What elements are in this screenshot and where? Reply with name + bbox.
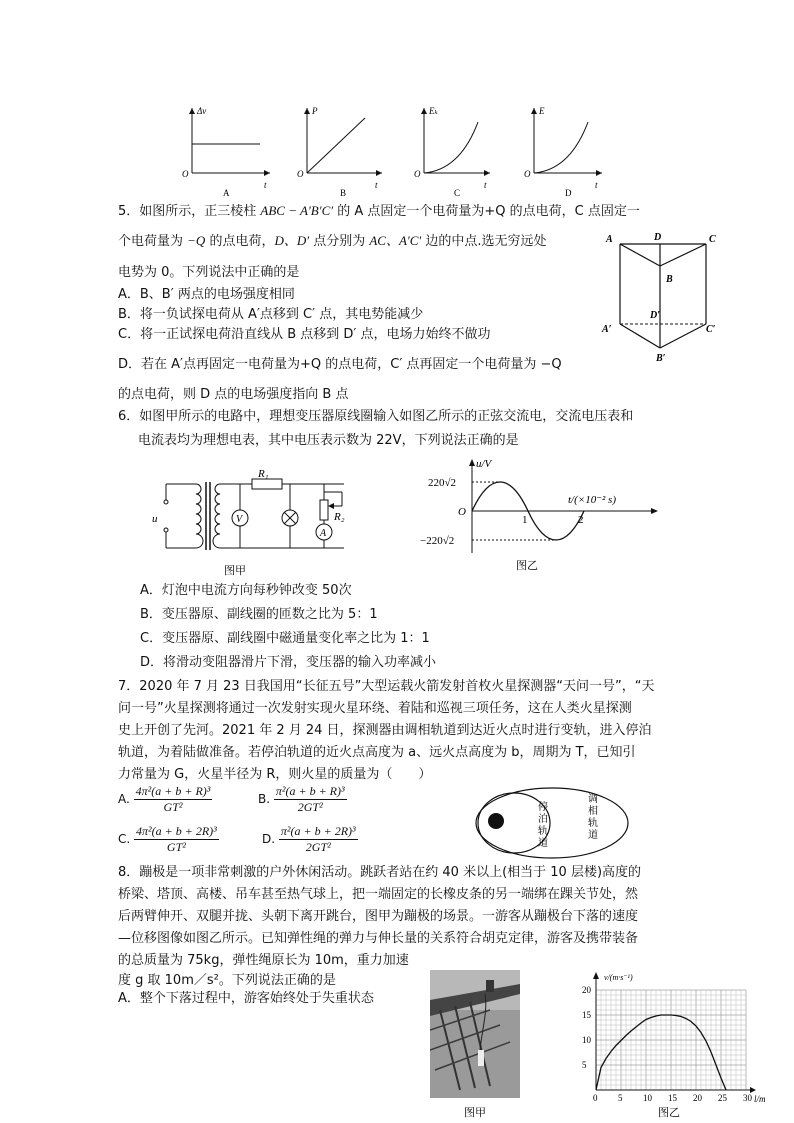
circuit-diagram bbox=[148, 470, 368, 580]
wave-ylabel: u/V bbox=[476, 458, 492, 470]
wave-x2: 2 bbox=[578, 514, 584, 526]
wave-caption: 图乙 bbox=[516, 560, 538, 572]
q7-option-c-fraction bbox=[134, 824, 219, 855]
q7-option-b-fraction bbox=[274, 784, 347, 815]
q7-option-b-num: π²(a + b + R)³ bbox=[275, 784, 345, 798]
graph-b bbox=[297, 106, 382, 198]
q5-line1-a: 5．如图所示，正三棱柱 bbox=[118, 204, 261, 219]
circuit-voltmeter-label: V bbox=[236, 514, 243, 525]
q7-option-c bbox=[118, 824, 219, 855]
prism-label-b: B bbox=[666, 274, 673, 285]
circuit-caption: 图甲 bbox=[224, 565, 246, 577]
q7-option-d-label: D. bbox=[262, 832, 276, 846]
chart-x-tick-label: 10 bbox=[643, 1093, 652, 1103]
graph-a-origin: O bbox=[182, 169, 189, 179]
circuit-r2-label: R₂ bbox=[334, 511, 345, 523]
circuit-ammeter-label: A bbox=[320, 528, 327, 539]
q8-line3: 后两臂伸开、双腿并拢、头朝下离开跳台，图甲为蹦极的场景。一游客从蹦极台下落的速度 bbox=[118, 909, 639, 924]
q5-line2-d: 边的中点.选无穷远处 bbox=[421, 234, 547, 249]
q7-option-c-num: 4π²(a + b + 2R)³ bbox=[136, 824, 217, 838]
q7-option-d-den: 2GT² bbox=[305, 840, 331, 854]
graph-a-xlabel: t bbox=[264, 180, 267, 190]
orbit-outer-char-3: 轨 bbox=[588, 818, 598, 829]
orbit-outer-char-1: 调 bbox=[588, 794, 598, 805]
q5-option-d: D．若在 A′点再固定一电荷量为+Q 的点电荷，C′ 点再固定一个电荷量为 −Q bbox=[118, 357, 562, 372]
chart-y-tick-label: 15 bbox=[582, 1010, 591, 1020]
chart-xlabel: l/m bbox=[754, 1094, 766, 1104]
velocity-displacement-chart bbox=[580, 970, 770, 1123]
wave-xlabel: t/(×10⁻² s) bbox=[568, 494, 616, 506]
prism-label-c2: C′ bbox=[706, 324, 716, 335]
q6-line1: 6．如图甲所示的电路中，理想变压器原线圈输入如图乙所示的正弦交流电，交流电压表和 bbox=[118, 409, 634, 424]
chart-x-tick-label: 15 bbox=[668, 1093, 677, 1103]
photo-caption: 图甲 bbox=[464, 1107, 486, 1119]
q5-line1-b: 的 A 点固定一个电荷量为+Q 的点电荷，C 点固定一 bbox=[333, 204, 640, 219]
orbit-inner-char-1: 停 bbox=[538, 802, 548, 813]
graph-b-xlabel: t bbox=[375, 180, 378, 190]
prism-label-d2: D′ bbox=[650, 310, 661, 321]
q6-option-b: B．变压器原、副线圈的匝数之比为 5：1 bbox=[140, 607, 378, 622]
q8-line6: 度 g 取 10m／s²。下列说法正确的是 bbox=[118, 973, 336, 988]
chart-ylabel: v/(m·s⁻¹) bbox=[604, 973, 633, 982]
graph-c-ylabel: Eₖ bbox=[429, 106, 438, 116]
q8-option-a: A．整个下落过程中，游客始终处于失重状态 bbox=[118, 991, 374, 1006]
q7-line2: 问一号”火星探测将通过一次发射实现火星环绕、着陆和巡视三项任务，这在人类火星探测 bbox=[118, 701, 632, 716]
graph-d-caption: D bbox=[565, 188, 572, 198]
q7-option-d bbox=[262, 824, 358, 855]
graph-c-xlabel: t bbox=[484, 180, 487, 190]
q6-line2: 电流表均为理想电表，其中电压表示数为 22V，下列说法正确的是 bbox=[138, 433, 519, 448]
orbit-inner-char-4: 道 bbox=[538, 838, 548, 849]
graph-a-caption: A bbox=[223, 188, 230, 198]
chart-x-tick-label: 30 bbox=[743, 1093, 752, 1103]
q7-option-c-label: C. bbox=[118, 832, 131, 846]
q5-line2 bbox=[118, 232, 547, 251]
q7-line5: 力常量为 G，火星半径为 R，则火星的质量为（ ） bbox=[118, 767, 432, 782]
q7-option-a-fraction bbox=[134, 784, 213, 815]
wave-x1: 1 bbox=[522, 514, 528, 526]
q5-line2-b: 的点电荷， bbox=[205, 234, 275, 249]
graph-a bbox=[182, 106, 270, 198]
q7-option-a-label: A. bbox=[118, 792, 130, 806]
orbit-outer-label bbox=[588, 793, 598, 841]
q5-line2-c: 点分别为 bbox=[309, 234, 370, 249]
graph-b-ylabel: P bbox=[312, 106, 318, 116]
prism-label-d: D bbox=[654, 232, 662, 243]
q5-option-d-cont: 的点电荷，则 D 点的电场强度指向 B 点 bbox=[118, 387, 349, 402]
prism-label-b2: B′ bbox=[656, 353, 666, 364]
q8-line2: 桥梁、塔顶、高楼、吊车甚至热气球上，把一端固定的长橡皮条的另一端绑在踝关节处，然 bbox=[118, 887, 639, 902]
wave-origin: O bbox=[458, 506, 466, 518]
orbit-inner-char-2: 泊 bbox=[538, 814, 548, 825]
answer-graphs bbox=[170, 100, 610, 200]
wave-ymin: −220√2 bbox=[420, 535, 455, 547]
q7-option-a-den: GT² bbox=[163, 800, 183, 814]
chart-grid bbox=[596, 990, 746, 1090]
q7-line4: 轨道，为着陆做准备。若停泊轨道的近火点高度为 a、远火点高度为 b，周期为 T，已知引 bbox=[118, 745, 636, 760]
chart-y-tick-label: 10 bbox=[582, 1035, 591, 1045]
graph-c-caption: C bbox=[454, 188, 461, 198]
q5-option-c: C．将一正试探电荷沿直线从 B 点移到 D′ 点，电场力始终不做功 bbox=[118, 327, 491, 342]
graph-a-ylabel: Δv bbox=[197, 106, 207, 116]
orbit-inner-char-3: 轨 bbox=[538, 826, 548, 837]
graph-d bbox=[524, 106, 602, 198]
q7-line3: 史上开创了先河。2021 年 2 月 24 日，探测器由调相轨道到达近火点时进行变轨，进入停泊 bbox=[118, 723, 652, 738]
q5-line2-math3: AC、A′C′ bbox=[369, 233, 422, 248]
q7-line1: 7．2020 年 7 月 23 日我国用“长征五号”大型运载火箭发射首枚火星探测器“天问一号”，“天 bbox=[118, 679, 655, 694]
graph-c-origin: O bbox=[414, 169, 421, 179]
chart-y-tick-label: 5 bbox=[582, 1060, 587, 1070]
orbit-diagram bbox=[472, 784, 632, 862]
chart-x-tick-label: 25 bbox=[718, 1093, 727, 1103]
q7-option-a-num: 4π²(a + b + R)³ bbox=[135, 784, 211, 798]
prism-figure bbox=[600, 228, 720, 368]
q7-option-d-num: π²(a + b + 2R)³ bbox=[280, 824, 356, 838]
graph-d-origin: O bbox=[524, 169, 531, 179]
q5-line2-math1: −Q bbox=[187, 233, 206, 248]
chart-y-tick-label: 20 bbox=[582, 985, 591, 995]
orbit-outer-char-2: 相 bbox=[588, 806, 598, 817]
orbit-outer-char-4: 道 bbox=[588, 830, 598, 841]
q7-option-d-fraction bbox=[279, 824, 358, 855]
q8-line5: 的总质量为 75kg，弹性绳原长为 10m，重力加速 bbox=[118, 953, 409, 968]
q7-option-c-den: GT² bbox=[166, 840, 186, 854]
graph-b-caption: B bbox=[340, 188, 347, 198]
prism-label-a: A bbox=[606, 234, 613, 245]
circuit-u-label: u bbox=[152, 513, 158, 525]
chart-x-tick-label: 5 bbox=[618, 1093, 623, 1103]
q7-option-b-label: B. bbox=[258, 792, 271, 806]
q5-line1-math: ABC − A′B′C′ bbox=[260, 203, 334, 218]
chart-ticks bbox=[582, 985, 753, 1103]
chart-x-tick-label: 0 bbox=[593, 1093, 598, 1103]
graph-d-xlabel: t bbox=[595, 180, 598, 190]
graph-c bbox=[414, 106, 490, 198]
q5-line2-a: 个电荷量为 bbox=[118, 234, 188, 249]
q6-option-a: A．灯泡中电流方向每秒钟改变 50次 bbox=[140, 583, 352, 598]
graph-b-origin: O bbox=[297, 169, 304, 179]
chart-x-tick-label: 20 bbox=[693, 1093, 702, 1103]
graph-d-ylabel: E bbox=[539, 106, 545, 116]
chart-caption: 图乙 bbox=[658, 1107, 680, 1119]
voltage-wave bbox=[418, 455, 678, 580]
orbit-inner-label bbox=[538, 800, 548, 849]
q8-line1: 8．蹦极是一项非常刺激的户外休闲活动。跳跃者站在约 40 米以上(相当于 10 层楼)高度的 bbox=[118, 865, 642, 880]
q7-option-b bbox=[258, 784, 347, 815]
q8-line4: —位移图像如图乙所示。已知弹性绳的弹力与伸长量的关系符合胡克定律，游客及携带装备 bbox=[118, 931, 639, 946]
q5-option-b: B．将一负试探电荷从 A′点移到 C′ 点，其电势能减少 bbox=[118, 307, 424, 322]
q6-option-d: D．将滑动变阻器滑片下滑，变压器的输入功率减小 bbox=[140, 655, 437, 670]
q5-line2-math2: D、D′ bbox=[274, 233, 310, 248]
q7-option-b-den: 2GT² bbox=[297, 800, 323, 814]
q7-option-a bbox=[118, 784, 212, 815]
q5-line1 bbox=[118, 202, 640, 221]
prism-label-a2: A′ bbox=[602, 324, 612, 335]
circuit-r1-label: R₁ bbox=[258, 470, 269, 480]
bungee-photo bbox=[430, 970, 520, 1123]
q5-line3: 电势为 0。下列说法中正确的是 bbox=[118, 265, 300, 280]
q6-option-c: C．变压器原、副线圈中磁通量变化率之比为 1：1 bbox=[140, 631, 430, 646]
q5-option-a: A．B、B′ 两点的电场强度相同 bbox=[118, 287, 295, 302]
prism-label-c: C bbox=[709, 234, 716, 245]
wave-ymax: 220√2 bbox=[428, 477, 457, 489]
